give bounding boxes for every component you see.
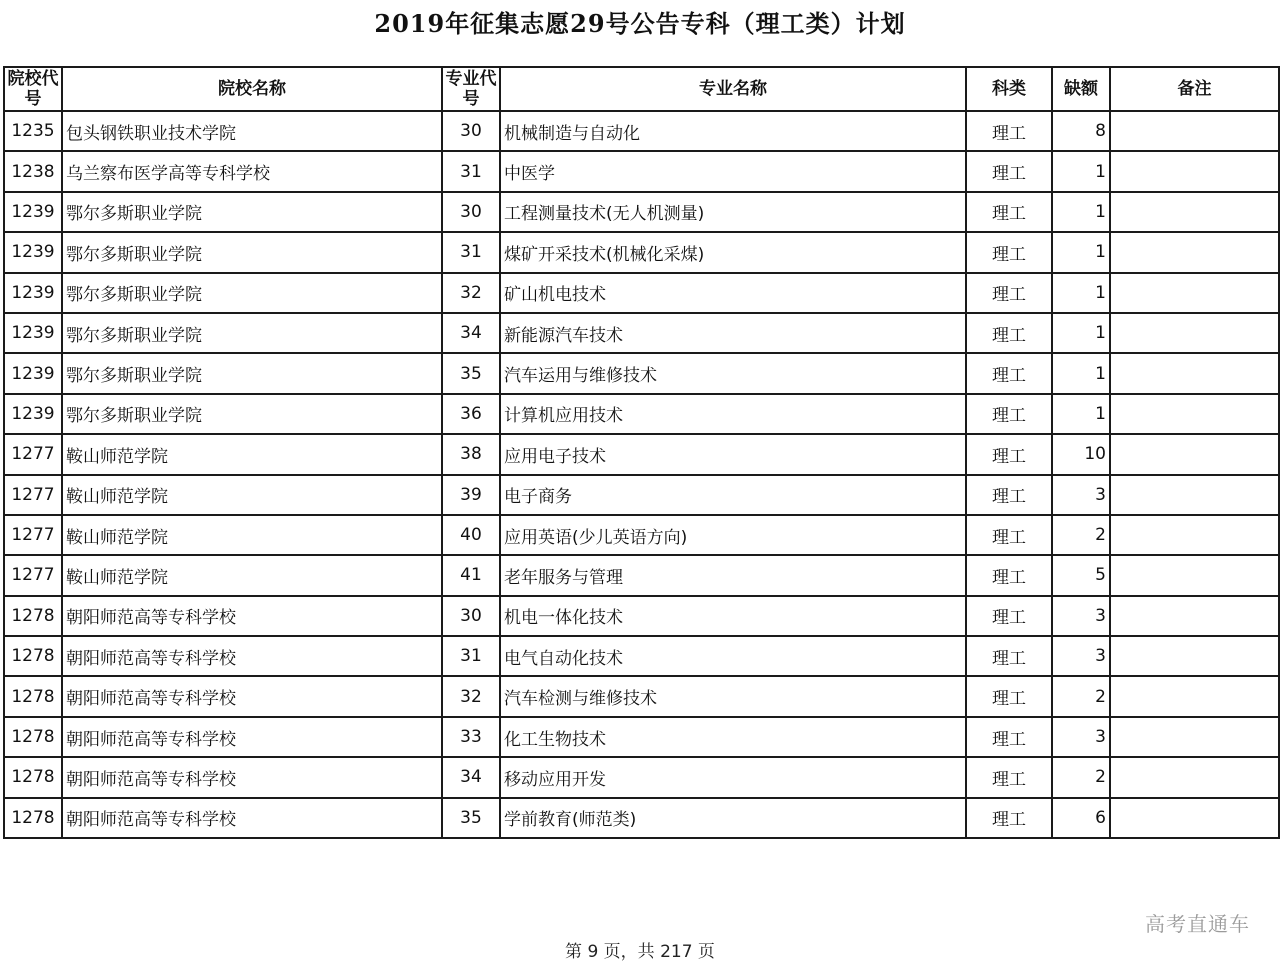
notes-cell [1110,757,1279,797]
notes-cell [1110,151,1279,191]
header-notes: 备注 [1110,67,1279,111]
category-cell: 理工 [966,757,1052,797]
school-code-cell: 1235 [4,111,62,151]
school-name-cell: 鄂尔多斯职业学院 [62,232,442,272]
vacancy-cell: 6 [1052,798,1110,838]
school-code-cell: 1239 [4,192,62,232]
school-name-cell: 朝阳师范高等专科学校 [62,676,442,716]
vacancy-cell: 3 [1052,636,1110,676]
notes-cell [1110,353,1279,393]
major-code-cell: 34 [442,313,500,353]
school-code-cell: 1278 [4,717,62,757]
vacancy-cell: 8 [1052,111,1110,151]
school-code-cell: 1278 [4,676,62,716]
category-cell: 理工 [966,636,1052,676]
major-name-cell: 计算机应用技术 [500,394,966,434]
school-name-cell: 鞍山师范学院 [62,515,442,555]
table-row [4,192,1279,232]
header-vacancy: 缺额 [1052,67,1110,111]
vacancy-cell: 1 [1052,192,1110,232]
notes-cell [1110,313,1279,353]
category-cell: 理工 [966,798,1052,838]
vacancy-cell: 1 [1052,273,1110,313]
category-cell: 理工 [966,434,1052,474]
school-code-cell: 1278 [4,798,62,838]
school-name-cell: 鄂尔多斯职业学院 [62,353,442,393]
category-cell: 理工 [966,313,1052,353]
major-code-cell: 32 [442,273,500,313]
major-name-cell: 应用电子技术 [500,434,966,474]
category-cell: 理工 [966,151,1052,191]
notes-cell [1110,676,1279,716]
school-name-cell: 朝阳师范高等专科学校 [62,757,442,797]
category-cell: 理工 [966,273,1052,313]
major-name-cell: 老年服务与管理 [500,555,966,595]
school-name-cell: 乌兰察布医学高等专科学校 [62,151,442,191]
category-cell: 理工 [966,555,1052,595]
vacancy-cell: 2 [1052,757,1110,797]
vacancy-cell: 2 [1052,676,1110,716]
major-code-cell: 35 [442,353,500,393]
vacancy-cell: 3 [1052,475,1110,515]
page-number-footer: 第 9 页，共 217 页 [565,942,715,962]
school-code-cell: 1239 [4,353,62,393]
vacancy-cell: 10 [1052,434,1110,474]
page-title: 2019年征集志愿29号公告专科（理工类）计划 [374,9,906,38]
school-code-cell: 1278 [4,596,62,636]
major-name-cell: 煤矿开采技术(机械化采煤) [500,232,966,272]
table-row [4,273,1279,313]
major-name-cell: 中医学 [500,151,966,191]
vacancy-cell: 1 [1052,313,1110,353]
vacancy-cell: 1 [1052,232,1110,272]
major-name-cell: 学前教育(师范类) [500,798,966,838]
major-code-cell: 31 [442,151,500,191]
vacancy-cell: 2 [1052,515,1110,555]
notes-cell [1110,717,1279,757]
school-name-cell: 朝阳师范高等专科学校 [62,717,442,757]
category-cell: 理工 [966,111,1052,151]
vacancy-cell: 3 [1052,596,1110,636]
notes-cell [1110,555,1279,595]
header-category: 科类 [966,67,1052,111]
school-name-cell: 鞍山师范学院 [62,434,442,474]
major-name-cell: 电气自动化技术 [500,636,966,676]
school-name-cell: 鄂尔多斯职业学院 [62,394,442,434]
table-row [4,515,1279,555]
major-name-cell: 电子商务 [500,475,966,515]
table-row [4,555,1279,595]
notes-cell [1110,111,1279,151]
table-row [4,111,1279,151]
major-code-cell: 34 [442,757,500,797]
school-code-cell: 1239 [4,394,62,434]
school-name-cell: 朝阳师范高等专科学校 [62,596,442,636]
school-code-cell: 1277 [4,434,62,474]
category-cell: 理工 [966,232,1052,272]
major-code-cell: 35 [442,798,500,838]
major-name-cell: 汽车检测与维修技术 [500,676,966,716]
major-code-cell: 38 [442,434,500,474]
major-name-cell: 机械制造与自动化 [500,111,966,151]
category-cell: 理工 [966,676,1052,716]
major-code-cell: 40 [442,515,500,555]
major-code-cell: 30 [442,111,500,151]
major-code-cell: 39 [442,475,500,515]
vacancy-cell: 1 [1052,394,1110,434]
school-name-cell: 鄂尔多斯职业学院 [62,313,442,353]
header-school-name: 院校名称 [62,67,442,111]
school-code-cell: 1277 [4,555,62,595]
table-row [4,717,1279,757]
enrollment-plan-table [3,66,1280,839]
major-code-cell: 33 [442,717,500,757]
table-row [4,151,1279,191]
category-cell: 理工 [966,475,1052,515]
header-major-name: 专业名称 [500,67,966,111]
major-code-cell: 36 [442,394,500,434]
school-code-cell: 1277 [4,515,62,555]
major-code-cell: 30 [442,596,500,636]
school-name-cell: 鄂尔多斯职业学院 [62,192,442,232]
table-body [4,111,1279,838]
school-name-cell: 鄂尔多斯职业学院 [62,273,442,313]
header-major-code: 专业代号 [442,67,500,111]
major-name-cell: 汽车运用与维修技术 [500,353,966,393]
major-name-cell: 移动应用开发 [500,757,966,797]
school-name-cell: 朝阳师范高等专科学校 [62,636,442,676]
vacancy-cell: 1 [1052,151,1110,191]
table-row [4,798,1279,838]
table-header-row [4,67,1279,111]
category-cell: 理工 [966,394,1052,434]
table-row [4,232,1279,272]
header-school-code: 院校代号 [4,67,62,111]
table-row [4,394,1279,434]
school-name-cell: 鞍山师范学院 [62,475,442,515]
major-code-cell: 32 [442,676,500,716]
school-code-cell: 1239 [4,232,62,272]
notes-cell [1110,636,1279,676]
school-name-cell: 包头钢铁职业技术学院 [62,111,442,151]
school-code-cell: 1277 [4,475,62,515]
notes-cell [1110,192,1279,232]
table-row [4,757,1279,797]
category-cell: 理工 [966,596,1052,636]
notes-cell [1110,596,1279,636]
table-row [4,434,1279,474]
vacancy-cell: 1 [1052,353,1110,393]
major-name-cell: 工程测量技术(无人机测量) [500,192,966,232]
watermark-text: 高考直通车 [1145,912,1250,936]
notes-cell [1110,273,1279,313]
category-cell: 理工 [966,353,1052,393]
category-cell: 理工 [966,717,1052,757]
school-code-cell: 1238 [4,151,62,191]
school-code-cell: 1239 [4,313,62,353]
school-code-cell: 1239 [4,273,62,313]
notes-cell [1110,798,1279,838]
major-name-cell: 新能源汽车技术 [500,313,966,353]
major-name-cell: 化工生物技术 [500,717,966,757]
category-cell: 理工 [966,515,1052,555]
major-name-cell: 矿山机电技术 [500,273,966,313]
major-code-cell: 30 [442,192,500,232]
notes-cell [1110,515,1279,555]
vacancy-cell: 3 [1052,717,1110,757]
school-code-cell: 1278 [4,636,62,676]
table-row [4,596,1279,636]
notes-cell [1110,232,1279,272]
notes-cell [1110,434,1279,474]
table-row [4,353,1279,393]
table-row [4,676,1279,716]
school-name-cell: 朝阳师范高等专科学校 [62,798,442,838]
school-name-cell: 鞍山师范学院 [62,555,442,595]
table-row [4,475,1279,515]
major-code-cell: 31 [442,232,500,272]
major-name-cell: 机电一体化技术 [500,596,966,636]
vacancy-cell: 5 [1052,555,1110,595]
major-code-cell: 41 [442,555,500,595]
table-row [4,313,1279,353]
notes-cell [1110,475,1279,515]
category-cell: 理工 [966,192,1052,232]
school-code-cell: 1278 [4,757,62,797]
notes-cell [1110,394,1279,434]
major-code-cell: 31 [442,636,500,676]
table-row [4,636,1279,676]
major-name-cell: 应用英语(少儿英语方向) [500,515,966,555]
